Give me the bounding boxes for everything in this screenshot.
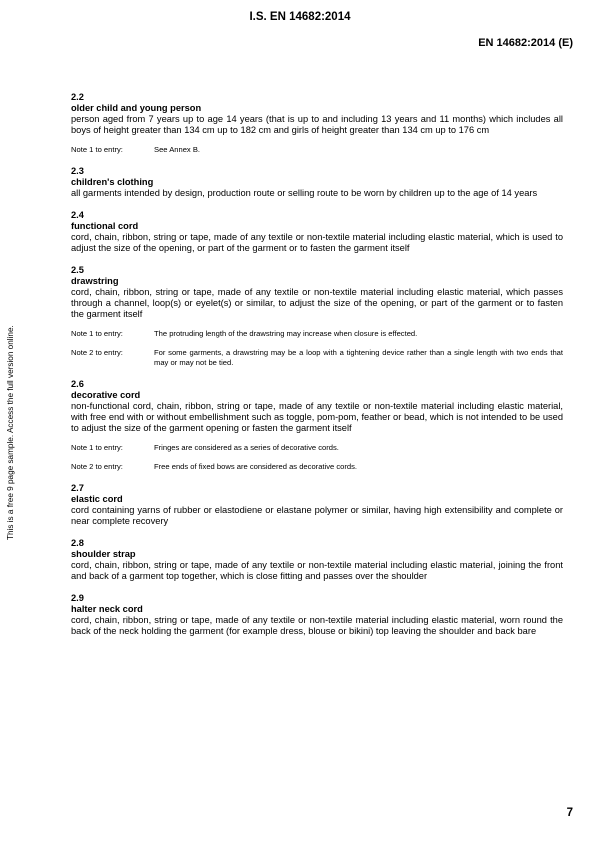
term-heading: halter neck cord — [71, 604, 143, 614]
definition-entry — [71, 538, 563, 582]
note-text: Fringes are considered as a series of decorative cords. — [154, 443, 339, 452]
term-heading: older child and young person — [71, 103, 202, 113]
definition-entry — [71, 483, 563, 527]
clause-number: 2.6 — [71, 379, 84, 389]
definition-entry — [71, 166, 563, 199]
definition-entry — [71, 379, 563, 472]
definition-entry — [71, 210, 563, 254]
clause-number: 2.4 — [71, 210, 84, 220]
sample-notice: This is a free 9 page sample. Access the full version online. — [6, 325, 15, 540]
term-definition: all garments intended by design, production route or selling route to be worn by children up to the age of 14 years — [71, 188, 538, 198]
definition-entry — [71, 265, 563, 368]
clause-number: 2.8 — [71, 538, 84, 548]
note-text: Free ends of fixed bows are considered as decorative cords. — [154, 462, 358, 471]
header-document-id: EN 14682:2014 (E) — [478, 37, 573, 49]
clause-number: 2.5 — [71, 265, 84, 275]
clause-number: 2.2 — [71, 92, 84, 102]
term-heading: children's clothing — [71, 177, 154, 187]
note-label: Note 1 to entry: — [71, 443, 123, 452]
term-heading: decorative cord — [71, 390, 141, 400]
page-number: 7 — [566, 807, 573, 819]
term-heading: drawstring — [71, 276, 119, 286]
clause-number: 2.3 — [71, 166, 84, 176]
note-to-entry — [71, 145, 563, 155]
note-label: Note 2 to entry: — [71, 348, 123, 357]
term-definition: cord, chain, ribbon, string or tape, made of any textile or non-textile material including elastic material, joining the front and back of a garment top together, which is close fitting and passes over the shoulder — [71, 560, 563, 581]
term-definition: cord, chain, ribbon, string or tape, made of any textile or non-textile material including elastic material, which is used to adjust the size of the opening, or part of the garment or to fasten the garment itself — [71, 232, 563, 253]
term-heading: elastic cord — [71, 494, 123, 504]
term-heading: functional cord — [71, 221, 139, 231]
note-label: Note 1 to entry: — [71, 145, 123, 154]
header-standard-id: I.S. EN 14682:2014 — [249, 11, 351, 23]
note-label: Note 1 to entry: — [71, 329, 123, 338]
clause-number: 2.7 — [71, 483, 84, 493]
clause-number: 2.9 — [71, 593, 84, 603]
note-text: See Annex B. — [154, 145, 201, 154]
definition-entry — [71, 92, 563, 155]
note-text: For some garments, a drawstring may be a loop with a tightening device rather than a single length with two ends that may or may not be tied. — [154, 348, 563, 367]
definition-entry — [71, 593, 563, 637]
term-definition: cord containing yarns of rubber or elastodiene or elastane polymer or similar, having high extensibility and complete or near complete recovery — [71, 505, 563, 526]
term-definition: non-functional cord, chain, ribbon, string or tape, made of any textile or non-textile material including elastic material, with free end with or without embellishment such as toggle, pom-pom, feather or bead, which is not intended to be used to adjust the size of the garment opening or fasten the garment itself — [71, 401, 563, 433]
note-to-entry — [71, 329, 563, 339]
note-text: The protruding length of the drawstring may increase when closure is effected. — [154, 329, 418, 338]
definitions-list — [71, 92, 563, 648]
term-definition: person aged from 7 years up to age 14 years (that is up to and including 13 years and 11 months) which includes all boys of height greater than 134 cm up to 182 cm and girls of height greater than 134 cm up to 176 cm — [71, 114, 563, 135]
term-definition: cord, chain, ribbon, string or tape, made of any textile or non-textile material including elastic material, worn round the back of the neck holding the garment (for example dress, blouse or bikini) top leaving the shoulder and back bare — [71, 615, 563, 636]
note-to-entry — [71, 443, 563, 453]
note-to-entry — [71, 348, 563, 368]
term-heading: shoulder strap — [71, 549, 136, 559]
note-to-entry — [71, 462, 563, 472]
note-label: Note 2 to entry: — [71, 462, 123, 471]
term-definition: cord, chain, ribbon, string or tape, made of any textile or non-textile material including elastic material, which passes through a channel, loop(s) or eyelet(s) or similar, to adjust the size of the opening, or part of the garment or to fasten the garment itself — [71, 287, 563, 319]
